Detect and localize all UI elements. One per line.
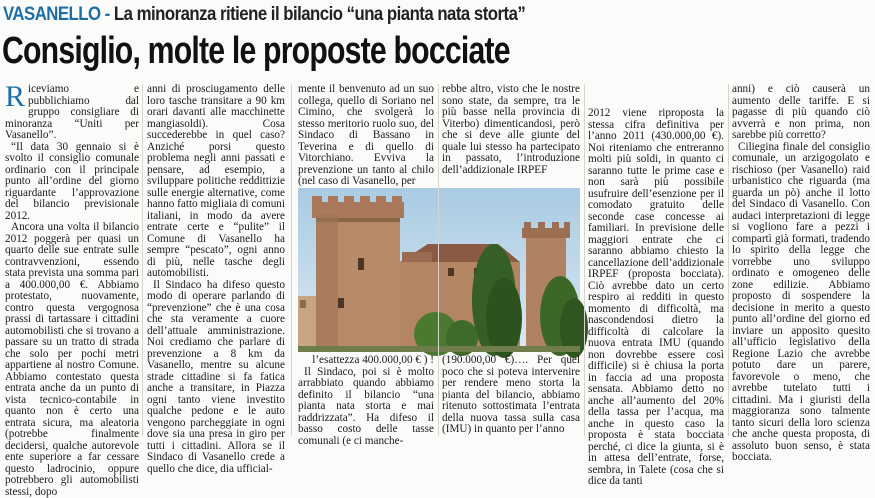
castle-illustration: [298, 188, 580, 352]
kicker-place: VASANELLO -: [3, 3, 110, 25]
column-divider: [728, 84, 729, 436]
paragraph: rebbe altro, visto che le nostre sono state, da sempre, tra le più basse nella provincia di Viterbo) dimenticandosi, però che si deve alle giunte del quale lui stesso ha partecipato in passato, l’introduzione dell’addizionale IRPEF: [442, 83, 580, 176]
paragraph: 2012 viene riproposta la stessa cifra definitiva per l’anno 2011 (430.000,00 €). Noi riteniamo che entreranno molti più soldi, in quanto ci saranno tutte le prime case e non sarà più possibile usufruire dell’esenzione per il comodato gratuito delle seconde case concesse ai familiari. In previsione delle maggiori entrate che ci saranno abbiamo chiesto la cancellazione dell’addizionale IRPEF (proposta bocciata). Ciò avrebbe dato un certo respiro ai redditi in questo momento di difficoltà, ma nascondendosi dietro la difficoltà di calcolare la nuova entrata IMU (quando non dovrebbe essere così difficile) si è chiusa la porta in faccia ad una proposta sensata. Abbiamo detto no anche all’aumento del 20% della tassa per l’acqua, ma anche in questo caso la proposta è stata bocciata perché, ci dice la giunta, si è in attesa dell’entrate, forse, sembra, in Talete (cosa che si dice da tanti: [588, 107, 724, 487]
article-column-3-top: [298, 83, 434, 187]
article-column-3-bottom: [298, 354, 434, 447]
article-column-5: [588, 107, 724, 487]
kicker-text: La minoranza ritiene il bilancio “una pianta nata storta”: [113, 3, 526, 25]
paragraph: “Il data 30 gennaio si è svolto il consiglio comunale ordinario con il principale punto all’ordine del giorno riguardante l’approvazione del bilancio previsionale 2012.: [5, 140, 139, 222]
article-column-6: [732, 83, 870, 463]
paragraph: anni) e ciò causerà un aumento delle tariffe. E si pagasse di più quando ciò avverrà e non prima, non sarebbe più corretto?: [732, 83, 870, 141]
article-column-4-bottom: [442, 355, 580, 436]
castle-photo: [298, 188, 580, 352]
drop-cap: R: [5, 80, 26, 113]
article-column-1: [5, 80, 139, 498]
paragraph: Ancora una volta il bilancio 2012 poggerà per quasi un quarto delle sue entrate sulle contravvenzioni, essendo stata prevista una somma pari a 400.000,00 €. Abbiamo protestato, nuovamente, contro questa vergognosa prassi di tartassare i cittadini automobilisti che si trovano a passare su un tratto di strada che solo per pochi metri appartiene al nostro Comune. Abbiamo contestato questa entrata anche da un punto di vista tecnico-contabile in quanto non è certo una entrata sicura, ma aleatoria (potrebbe finalmente decidersi, qualche autorevole ente superiore a far cessare questo ladrocinio, oppure potrebbero gli automobilisti stessi, dopo: [5, 221, 139, 498]
column-divider: [142, 84, 143, 436]
article-headline: Consiglio, molte le proposte bocciate: [2, 30, 510, 72]
column-divider: [291, 84, 292, 436]
paragraph: Il Sindaco ha difeso questo modo di operare parlando di “prevenzione” che è una cosa che sta veramente a cuore dell’attuale amministrazione. Noi crediamo che parlare di prevenzione a 8 km da Vasanello, mentre su alcune strade cittadine si fa fatica anche a transitare, in Piazza ogni tanto viene investito qualche pedone e le auto vengono parcheggiate in ogni dove sia una presa in giro per tutti i cittadini. Allora se il Sindaco di Vasanello crede a quello che dice, dia ufficial-: [147, 278, 285, 475]
column-divider: [584, 84, 585, 436]
article-column-2: [147, 83, 285, 475]
paragraph: anni di prosciugamento delle loro tasche transitare a 90 km orari davanti alle macchinette mangiasoldi). Cosa succederebbe in quel caso? Anziché porsi questo problema negli anni passati e pensare, ad esempio, a sviluppare politiche reddittizie sulle energie alternative, come hanno fatto migliaia di comuni italiani, in modo da avere entrate certe e “pulite” il Comune di Vasanello ha sempre “pescato”, ogni anno di più, nelle tasche degli automobilisti.: [147, 83, 285, 279]
paragraph: Ciliegina finale del consiglio comunale, un arzigogolato e rischioso (per Vasanello) raid urbanistico che riguarda (ma guarda un pò) anche il lotto del Sindaco di Vasanello. Con audaci interpretazioni di legge si vogliono fare a pezzi i compartì già formati, tradendo lo spirito della legge che vorrebbe uno sviluppo ordinato e omogeneo delle zone edilizie. Abbiamo proposto di sospendere la decisione in merito a questo punto all’ordine del giorno ed inviare un apposito quesito all’ufficio legislativo della Regione Lazio che avrebbe potuto dare un parere, favorevole o meno, che avrebbe tutelato tutti i cittadini. Ma i giuristi della maggioranza sono talmente tanto sicuri della loro scienza che anche questa proposta, di assoluto buon senso, è stata bocciata.: [732, 140, 870, 463]
paragraph: (190.000,00 €)…. Per quel poco che si poteva intervenire per rendere meno storta la pianta del bilancio, abbiamo ritenuto sottostimata l’entrata della nuova tassa sulla casa (IMU) in quanto per l’anno: [442, 354, 580, 435]
paragraph: mente il benvenuto ad un suo collega, quello di Soriano nel Cimino, che svolgerà lo stesso meritorio ruolo suo, del Sindaco di Bassano in Teverina e di quello di Vitorchiano. Evviva la prevenzione un tanto al chilo (nel caso di Vasanello, per: [298, 83, 434, 187]
paragraph: Il Sindaco, poi si è molto arrabbiato quando abbiamo definito il bilancio “una pianta nata storta e mai raddrizzata”. Ha difeso il basso costo delle tasse comunali (e ci manche-: [298, 365, 434, 447]
paragraph: l’esattezza 400.000,00 € ) !: [312, 354, 434, 366]
article-kicker: [3, 0, 525, 28]
paragraph: iceviamo e pubblichiamo dal gruppo consigliare di minoranza “Uniti per Vasanello”.: [5, 83, 139, 141]
article-column-4-top: [442, 84, 580, 184]
column-divider: [438, 84, 439, 436]
